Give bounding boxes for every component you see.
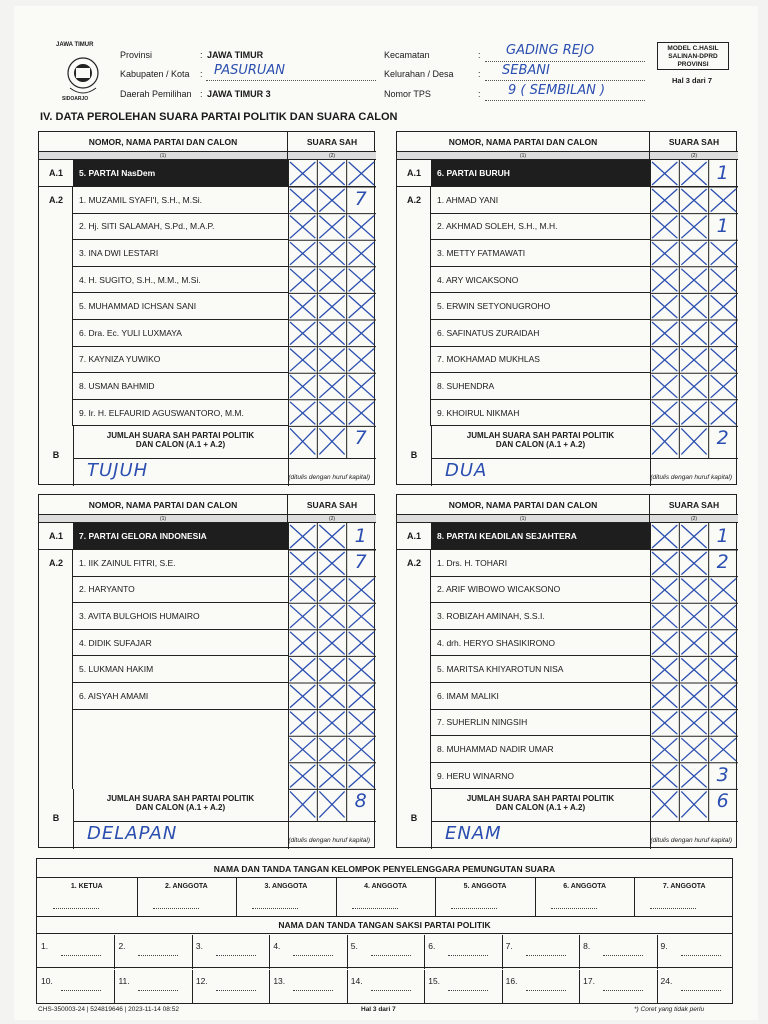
party-name: 8. PARTAI KEADILAN SEJAHTERA	[431, 523, 650, 549]
saksi-number: 15.	[428, 976, 441, 986]
col-num-2: (2)	[288, 515, 376, 523]
total-words: ENAM	[445, 823, 502, 845]
signature-line[interactable]	[448, 990, 488, 991]
saksi-number: 16.	[505, 976, 518, 986]
footer-code: CHS-350003-24 | 524819646 | 2023-11-14 08:52	[38, 1006, 179, 1013]
page-indicator: Hal 3 dari 7	[672, 76, 713, 85]
empty-row	[73, 763, 288, 790]
candidate-name: 7. SUHERLIN NINGSIH	[431, 710, 650, 737]
a2-column	[39, 550, 73, 789]
saksi-number: 11.	[118, 976, 130, 986]
sum-line-1: JUMLAH SUARA SAH PARTAI POLITIK	[466, 794, 615, 804]
candidate-name: 4. DIDIK SUFAJAR	[73, 630, 288, 657]
candidate-name: 5. MUHAMMAD ICHSAN SANI	[73, 293, 288, 320]
candidate-name: 9. Ir. H. ELFAURID AGUSWANTORO, M.M.	[73, 400, 288, 427]
dapil-label: Daerah Pemilihan	[120, 89, 192, 99]
dapil-value: JAWA TIMUR 3	[207, 89, 271, 99]
saksi-number: 2.	[118, 941, 126, 951]
a2-code: A.2	[406, 558, 421, 568]
divider	[336, 877, 337, 916]
signature-line[interactable]	[451, 908, 497, 909]
b-code: B	[410, 813, 418, 824]
signature-line[interactable]	[371, 955, 411, 956]
signature-line[interactable]	[138, 990, 178, 991]
empty-row	[73, 710, 288, 737]
sum-line-2: DAN CALON (A.1 + A.2)	[495, 803, 586, 813]
tps-label: Nomor TPS	[384, 89, 431, 99]
divider	[535, 877, 536, 916]
total-words: TUJUH	[87, 460, 149, 482]
signature-line[interactable]	[603, 990, 643, 991]
divider	[137, 877, 138, 916]
saksi-number: 3.	[195, 941, 203, 951]
candidate-name: 9. HERU WINARNO	[431, 763, 650, 790]
sum-line-2: DAN CALON (A.1 + A.2)	[495, 440, 586, 450]
saksi-number: 9.	[660, 941, 668, 951]
party-name: 6. PARTAI BURUH	[431, 160, 650, 186]
signature-line[interactable]	[61, 990, 101, 991]
signature-line[interactable]	[53, 908, 99, 909]
kecamatan-label: Kecamatan	[384, 50, 430, 60]
divider	[502, 935, 503, 969]
col-num-1: (1)	[397, 515, 650, 523]
kabupaten-label: Kabupaten / Kota	[120, 69, 190, 79]
signature-line[interactable]	[650, 908, 696, 909]
kpps-role: 7. ANGGOTA	[662, 883, 706, 890]
total-words: DELAPAN	[87, 823, 178, 845]
a1-code: A.1	[39, 523, 74, 549]
signature-line[interactable]	[153, 908, 199, 909]
party-votes: 1	[354, 525, 367, 547]
candidate-name: 2. HARYANTO	[73, 577, 288, 604]
a2-code: A.2	[406, 195, 421, 205]
col-name-header: NOMOR, NAMA PARTAI DAN CALON	[397, 132, 650, 152]
votes-grid	[650, 160, 738, 458]
words-note: (ditulis dengan huruf kapital)	[650, 837, 732, 845]
divider	[192, 970, 193, 1004]
col-num-2: (2)	[650, 515, 738, 523]
saksi-title: NAMA DAN TANDA TANGAN SAKSI PARTAI POLITIK	[278, 920, 491, 930]
col-num-2: (2)	[288, 152, 376, 160]
kpps-role: 5. ANGGOTA	[463, 883, 507, 890]
total-words: DUA	[445, 460, 488, 482]
sum-line-1: JUMLAH SUARA SAH PARTAI POLITIK	[106, 431, 255, 441]
divider	[114, 935, 115, 969]
signature-line[interactable]	[603, 955, 643, 956]
a2-column	[397, 550, 431, 789]
a1-code: A.1	[397, 523, 432, 549]
candidate-name: 3. INA DWI LESTARI	[73, 240, 288, 267]
signature-line[interactable]	[216, 955, 256, 956]
words-note: (ditulis dengan huruf kapital)	[650, 474, 732, 482]
provinsi-value: JAWA TIMUR	[207, 50, 264, 60]
divider	[657, 970, 658, 1004]
col-votes-header: SUARA SAH	[288, 495, 376, 515]
candidate-name: 3. AVITA BULGHOIS HUMAIRO	[73, 603, 288, 630]
col-num-1: (1)	[39, 515, 288, 523]
saksi-number: 17.	[583, 976, 595, 986]
candidate-name: 6. AISYAH AMAMI	[73, 683, 288, 710]
logo-text: JAWA TIMUR	[56, 42, 94, 48]
candidate-name: 2. Hj. SITI SALAMAH, S.Pd., M.A.P.	[73, 214, 288, 241]
candidate-name: 7. MOKHAMAD MUKHLAS	[431, 347, 650, 374]
divider	[634, 877, 635, 916]
signature-line[interactable]	[551, 908, 597, 909]
signature-line[interactable]	[252, 908, 298, 909]
kelurahan-label: Kelurahan / Desa	[384, 69, 454, 79]
section-title: IV. DATA PEROLEHAN SUARA PARTAI POLITIK DAN SUARA CALON	[40, 111, 398, 123]
party-name: 7. PARTAI GELORA INDONESIA	[73, 523, 288, 549]
party-table	[396, 131, 737, 485]
saksi-number: 10.	[41, 976, 53, 986]
col-num-1: (1)	[397, 152, 650, 160]
kpps-role: 2. ANGGOTA	[164, 883, 208, 890]
candidate-name: 5. MARITSA KHIYAROTUN NISA	[431, 656, 650, 683]
signature-line[interactable]	[681, 955, 721, 956]
saksi-number: 7.	[505, 941, 513, 951]
sum-line-1: JUMLAH SUARA SAH PARTAI POLITIK	[106, 794, 255, 804]
a2-code: A.2	[48, 558, 63, 568]
b-code: B	[52, 813, 60, 824]
signature-line[interactable]	[293, 990, 333, 991]
model-box: MODEL C.HASIL SALINAN-DPRD PROVINSI	[657, 42, 729, 70]
words-note: (ditulis dengan huruf kapital)	[288, 837, 370, 845]
candidate-name: 9. KHOIRUL NIKMAH	[431, 400, 650, 427]
signature-line[interactable]	[371, 990, 411, 991]
candidate-votes: 7	[354, 188, 367, 210]
candidate-votes: 7	[354, 551, 367, 573]
kpps-role: 6. ANGGOTA	[563, 883, 607, 890]
empty-row	[73, 736, 288, 763]
a1-code: A.1	[397, 160, 432, 186]
party-table	[396, 494, 737, 848]
col-num-1: (1)	[39, 152, 288, 160]
footer-page: Hal 3 dari 7	[361, 1006, 396, 1013]
divider	[192, 935, 193, 969]
col-votes-header: SUARA SAH	[650, 495, 738, 515]
signature-line[interactable]	[138, 955, 178, 956]
divider	[431, 821, 738, 822]
signature-line[interactable]	[352, 908, 398, 909]
saksi-number: 6.	[428, 941, 436, 951]
divider	[269, 935, 270, 969]
words-note: (ditulis dengan huruf kapital)	[288, 474, 370, 482]
saksi-number: 24.	[660, 976, 673, 986]
candidate-name: 6. SAFINATUS ZURAIDAH	[431, 320, 650, 347]
total-votes: 8	[354, 790, 367, 813]
col-name-header: NOMOR, NAMA PARTAI DAN CALON	[397, 495, 650, 515]
signature-line[interactable]	[681, 990, 721, 991]
divider	[73, 458, 376, 459]
candidate-name: 2. AKHMAD SOLEH, S.H., M.H.	[431, 214, 650, 241]
b-code: B	[52, 450, 60, 461]
a2-column	[397, 187, 431, 426]
kpps-title: NAMA DAN TANDA TANGAN KELOMPOK PENYELENGGARA PEMUNGUTAN SUARA	[213, 864, 556, 874]
divider	[347, 935, 348, 969]
candidate-name: 1. Drs. H. TOHARI	[431, 550, 650, 577]
saksi-number: 4.	[273, 941, 281, 951]
sum-line-2: DAN CALON (A.1 + A.2)	[135, 803, 226, 813]
saksi-number: 8.	[583, 941, 591, 951]
footer-note: *) Coret yang tidak perlu	[634, 1006, 705, 1013]
kelurahan-value: SEBANI	[502, 63, 550, 78]
candidate-name: 4. ARY WICAKSONO	[431, 267, 650, 294]
candidate-name: 4. H. SUGITO, S.H., M.M., M.Si.	[73, 267, 288, 294]
candidate-name: 8. USMAN BAHMID	[73, 373, 288, 400]
divider	[114, 970, 115, 1004]
candidate-name: 8. MUHAMMAD NADIR UMAR	[431, 736, 650, 763]
divider	[236, 877, 237, 916]
candidate-name: 5. LUKMAN HAKIM	[73, 656, 288, 683]
b-code: B	[410, 450, 418, 461]
candidate-name: 7. KAYNIZA YUWIKO	[73, 347, 288, 374]
tps-value: 9 ( SEMBILAN )	[508, 83, 606, 98]
col-name-header: NOMOR, NAMA PARTAI DAN CALON	[39, 132, 288, 152]
kecamatan-value: GADING REJO	[506, 43, 595, 58]
signature-line[interactable]	[526, 955, 566, 956]
candidate-votes: 1	[716, 214, 729, 237]
divider	[424, 970, 425, 1004]
candidate-votes: 3	[716, 763, 729, 786]
saksi-number: 14.	[350, 976, 363, 986]
candidate-name: 8. SUHENDRA	[431, 373, 650, 400]
divider	[269, 970, 270, 1004]
divider	[502, 970, 503, 1004]
a2-code: A.2	[48, 195, 63, 205]
divider	[424, 935, 425, 969]
total-votes: 7	[354, 427, 367, 450]
signature-line[interactable]	[526, 990, 566, 991]
total-votes: 2	[716, 427, 729, 450]
signature-table	[36, 858, 733, 1004]
col-votes-header: SUARA SAH	[650, 132, 738, 152]
candidate-name: 1. MUZAMIL SYAFI'I, S.H., M.Si.	[73, 187, 288, 214]
kpps-role: 1. KETUA	[70, 883, 103, 890]
signature-line[interactable]	[61, 955, 101, 956]
candidate-name: 5. ERWIN SETYONUGROHO	[431, 293, 650, 320]
a2-column	[39, 187, 73, 426]
sum-line-2: DAN CALON (A.1 + A.2)	[135, 440, 226, 450]
a1-code: A.1	[39, 160, 74, 186]
party-table	[38, 494, 375, 848]
divider	[73, 821, 376, 822]
saksi-number: 12.	[195, 976, 208, 986]
party-votes: 1	[716, 162, 729, 184]
saksi-number: 5.	[350, 941, 358, 951]
party-votes: 1	[716, 525, 729, 547]
candidate-name: 6. IMAM MALIKI	[431, 683, 650, 710]
provinsi-label: Provinsi	[120, 50, 153, 60]
sum-line-1: JUMLAH SUARA SAH PARTAI POLITIK	[466, 431, 615, 441]
saksi-number: 13.	[273, 976, 286, 986]
signature-line[interactable]	[293, 955, 333, 956]
party-name: 5. PARTAI NasDem	[73, 160, 288, 186]
logo-sub: SIDOARJO	[62, 96, 89, 102]
candidate-votes: 2	[716, 551, 729, 573]
divider	[347, 970, 348, 1004]
divider	[657, 935, 658, 969]
signature-line[interactable]	[448, 955, 488, 956]
party-table	[38, 131, 375, 485]
col-name-header: NOMOR, NAMA PARTAI DAN CALON	[39, 495, 288, 515]
divider	[435, 877, 436, 916]
saksi-number: 1.	[41, 941, 49, 951]
signature-line[interactable]	[216, 990, 256, 991]
candidate-name: 3. ROBIZAH AMINAH, S.S.I.	[431, 603, 650, 630]
divider	[431, 458, 738, 459]
candidate-name: 4. drh. HERYO SHASIKIRONO	[431, 630, 650, 657]
candidate-name: 6. Dra. Ec. YULI LUXMAYA	[73, 320, 288, 347]
candidate-name: 1. AHMAD YANI	[431, 187, 650, 214]
candidate-name: 3. METTY FATMAWATI	[431, 240, 650, 267]
candidate-name: 2. ARIF WIBOWO WICAKSONO	[431, 577, 650, 604]
col-votes-header: SUARA SAH	[288, 132, 376, 152]
kpps-role: 4. ANGGOTA	[364, 883, 407, 890]
kpps-role: 3. ANGGOTA	[264, 883, 308, 890]
col-num-2: (2)	[650, 152, 738, 160]
divider	[579, 935, 580, 969]
kabupaten-value: PASURUAN	[214, 63, 286, 78]
candidate-name: 1. IIK ZAINUL FITRI, S.E.	[73, 550, 288, 577]
total-votes: 6	[716, 790, 729, 813]
divider	[579, 970, 580, 1004]
